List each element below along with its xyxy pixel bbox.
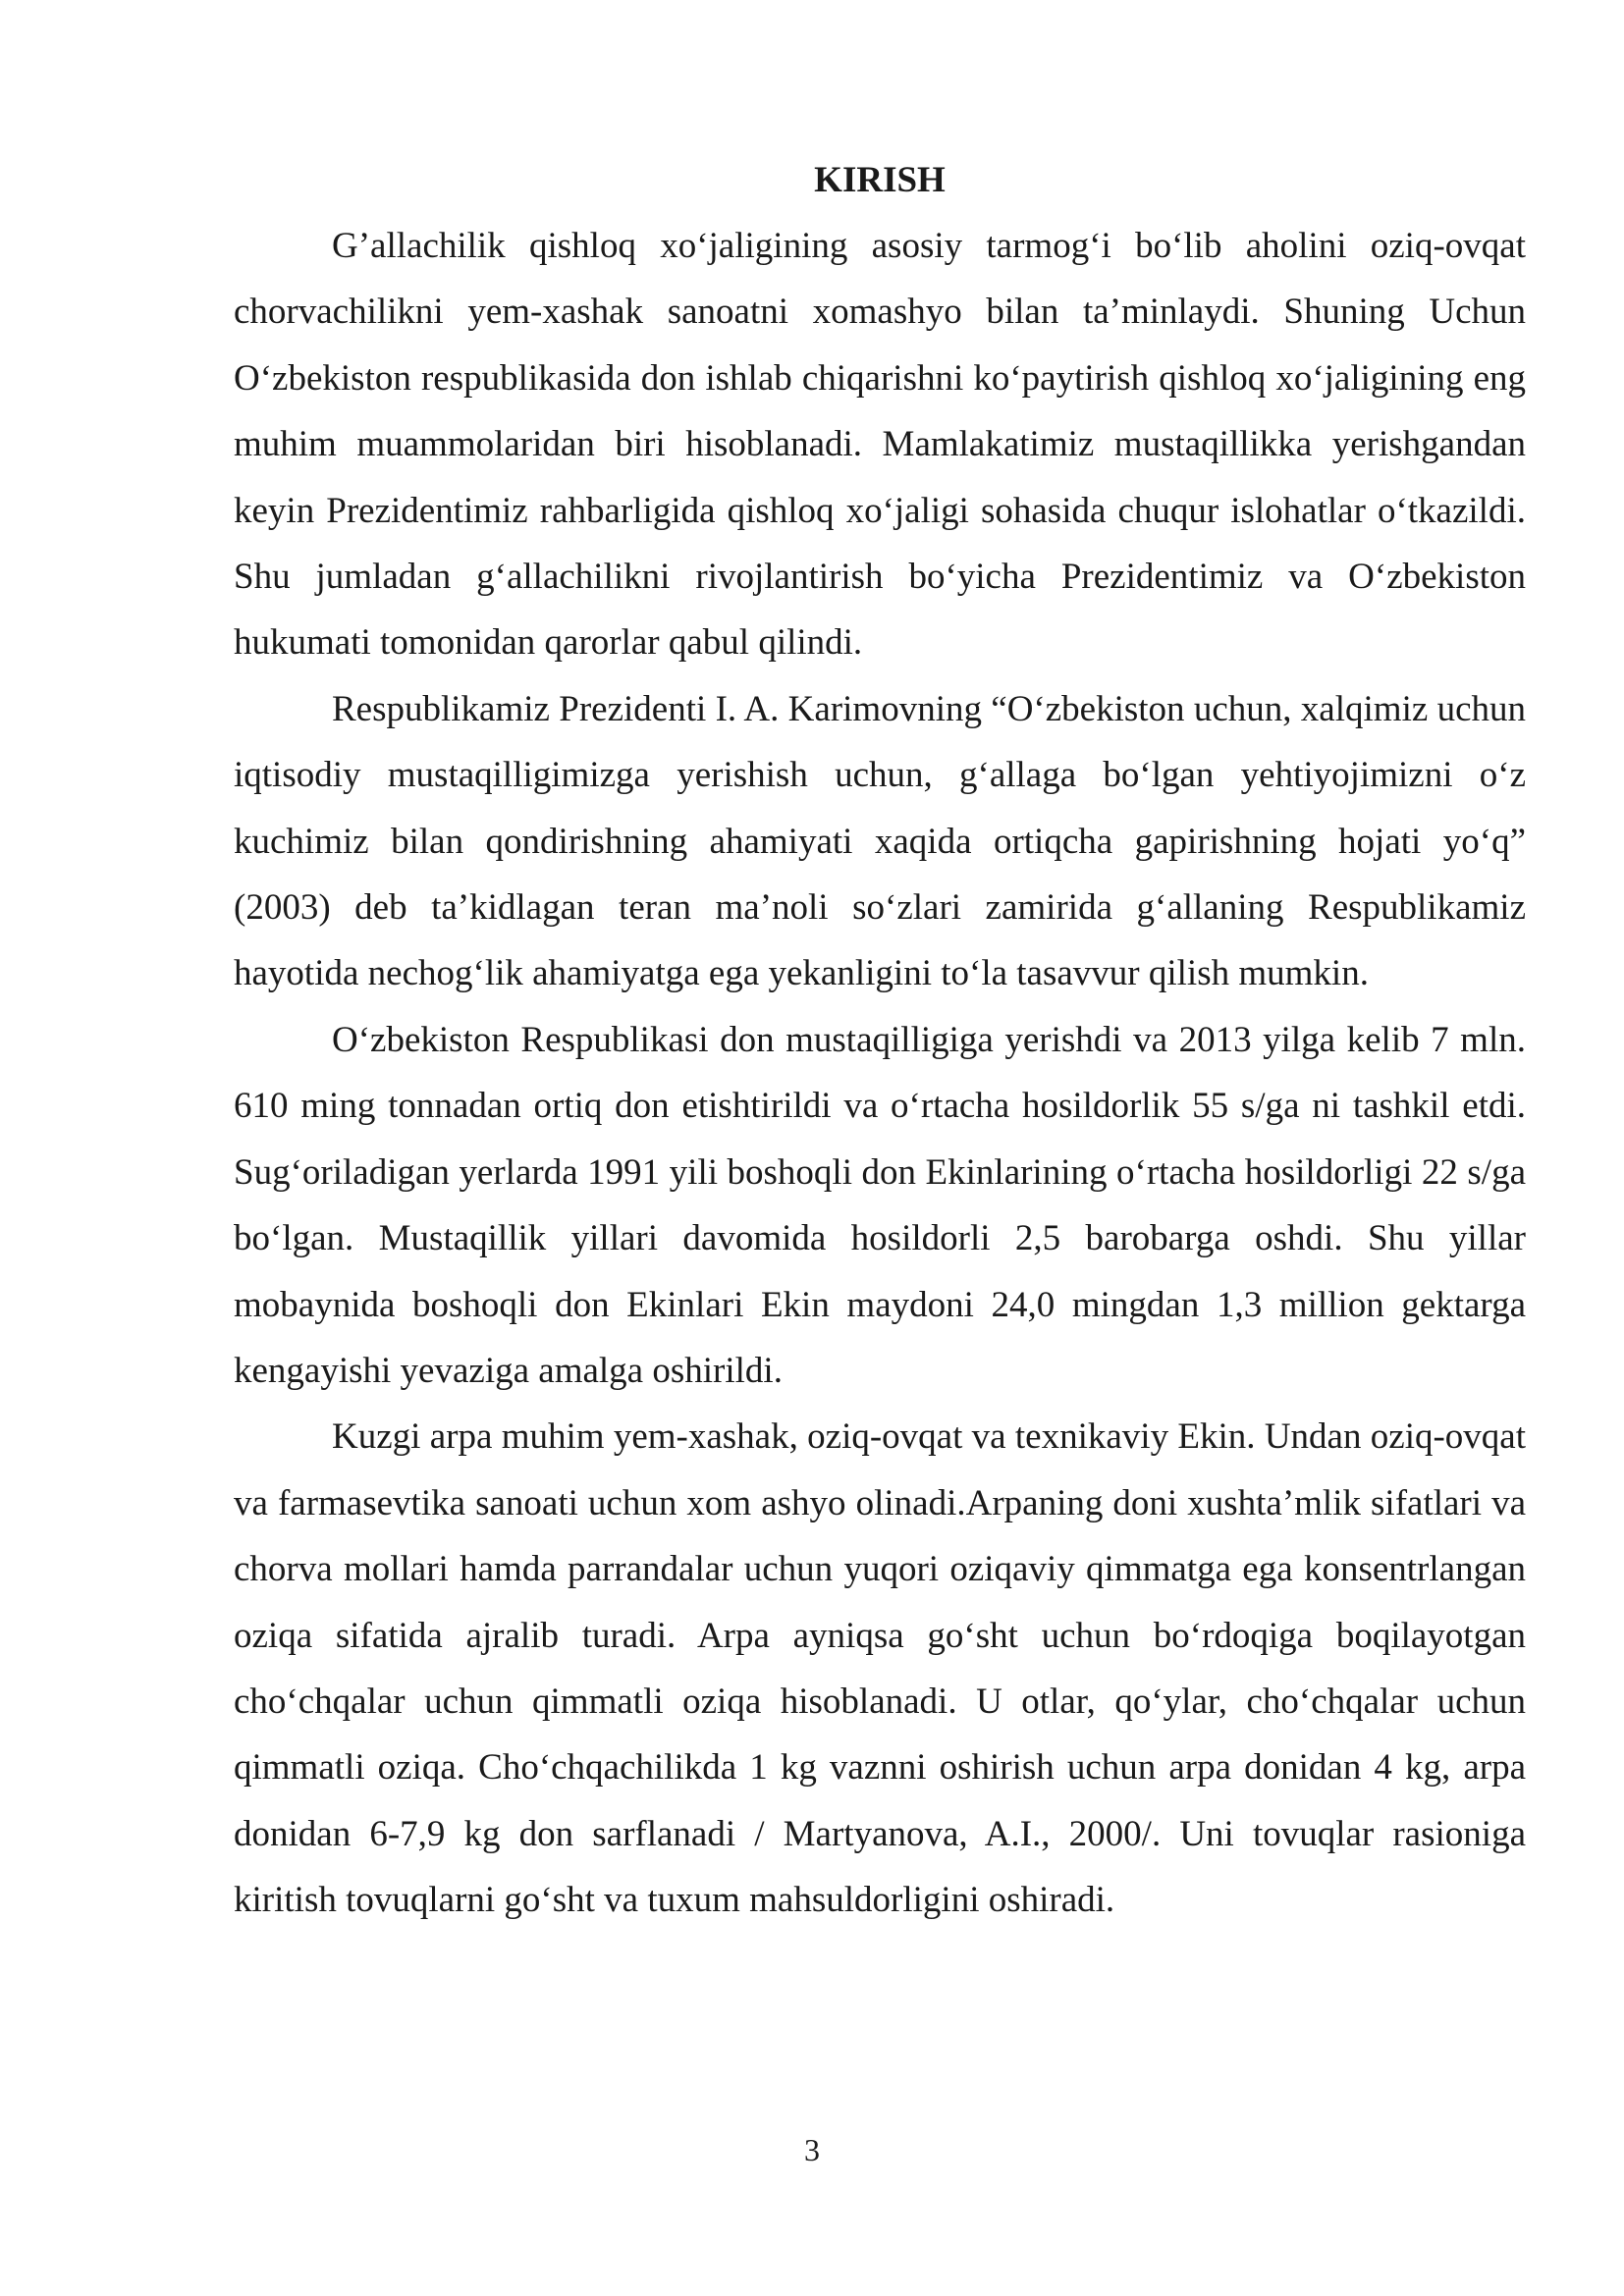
paragraph-1: G’allachilik qishloq xo‘jaligining asosiy tarmog‘i bo‘lib aholini oziq-ovqat chorvachilikni yem-xashak sanoatni xomashyo bilan ta’minlaydi. Shuning Uchun O‘zbekiston respublikasida don ishlab chiqarishni ko‘paytirish qishloq xo‘jaligining eng muhim muammolaridan biri hisoblanadi. Mamlakatimiz mustaqillikka yerishgandan keyin Prezidentimiz rahbarligida qishloq xo‘jaligi sohasida chuqur islohatlar o‘tkazildi. Shu jumladan g‘allachilikni rivojlantirish bo‘yicha Prezidentimiz va O‘zbekiston hukumati tomonidan qarorlar qabul qilindi. [234,226,1526,664]
paragraph-2: Respublikamiz Prezidenti I. A. Karimovning “O‘zbekiston uchun, xalqimiz uchun iqtisodiy mustaqilligimizga yerishish uchun, g‘allaga bo‘lgan yehtiyojimizni o‘z kuchimiz bilan qondirishning ahamiyati xaqida ortiqcha gapirishning hojati yo‘q” (2003) deb ta’kidlagan teran ma’noli so‘zlari zamirida g‘allaning Respublikamiz hayotida nechog‘lik ahamiyatga ega yekanligini to‘la tasavvur qilish mumkin. [234,688,1526,994]
paragraph-4: Kuzgi arpa muhim yem-xashak, oziq-ovqat va texnikaviy Ekin. Undan oziq-ovqat va farmasevtika sanoati uchun xom ashyo olinadi.Arpaning doni xushta’mlik sifatlari va chorva mollari hamda parrandalar uchun yuqori oziqaviy qimmatga ega konsentrlangan oziqa sifatida ajralib turadi. Arpa ayniqsa go‘sht uchun bo‘rdoqiga boqilayotgan cho‘chqalar uchun qimmatli oziqa hisoblanadi. U otlar, qo‘ylar, cho‘chqalar uchun qimmatli oziqa. Cho‘chqachilikda 1 kg vaznni oshirish uchun arpa donidan 4 kg, arpa donidan 6-7,9 kg don sarflanadi / Martyanova, A.I., 2000/. Uni tovuqlar rasioniga kiritish tovuqlarni go‘sht va tuxum mahsuldorligini oshiradi. [234,1416,1526,1921]
page-title: KIRISH [814,160,946,200]
page-number: 3 [804,2132,820,2167]
paragraph-3: O‘zbekiston Respublikasi don mustaqilligiga yerishdi va 2013 yilga kelib 7 mln. 610 ming tonnadan ortiq don etishtirildi va o‘rtacha hosildorlik 55 s/ga ni tashkil etdi. Sug‘oriladigan yerlarda 1991 yili boshoqli don Ekinlarining o‘rtacha hosildorligi 22 s/ga bo‘lgan. Mustaqillik yillari davomida hosildorli 2,5 barobarga oshdi. Shu yillar mobaynida boshoqli don Ekinlari Ekin maydoni 24,0 mingdan 1,3 million gektarga kengayishi yevaziga amalga oshirildi. [234,1019,1526,1391]
document-body [234,147,1526,1934]
